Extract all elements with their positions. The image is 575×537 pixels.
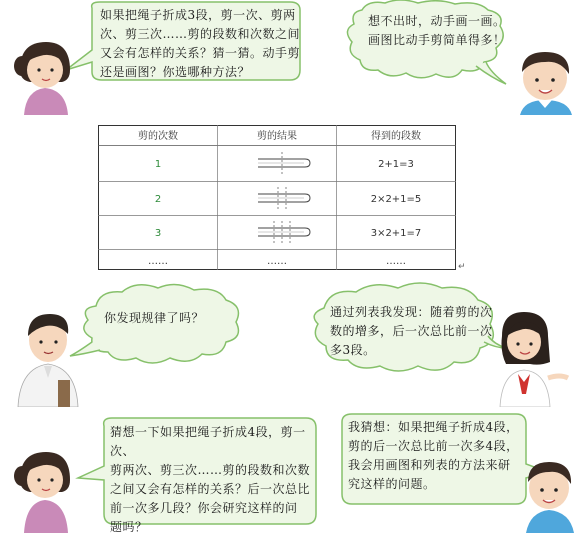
header-cut-result: 剪的结果 — [257, 131, 297, 142]
cut-result-table — [98, 125, 456, 270]
row4-result: …… — [386, 256, 406, 267]
girl-character-middle — [500, 312, 568, 407]
girl-discovery-text: 通过列表我发现：随着剪的次 数的增多，后一次总比前一次 多3段。 — [330, 305, 493, 357]
row1-result: 2+1=3 — [378, 159, 414, 170]
row4-shape: …… — [267, 256, 287, 267]
boy-character — [520, 52, 572, 115]
bottom-girl-question-text: 猜想一下如果把绳子折成4段，剪一次、 剪两次、剪三次……剪的段数和次数 之间又会有怎样的关系？后一次总比 前一次多几段？你会研究这样的问 题吗？ — [110, 425, 311, 534]
girl-question-text: 如果把绳子折成3段，剪一次、剪两 次、剪三次……剪的段数和次数之间 又会有怎样的关系？猜一猜。动手剪 还是画图？你选哪种方法？ — [100, 8, 301, 79]
row3-count: 3 — [154, 228, 162, 239]
bottom-boy-character — [526, 462, 574, 533]
row4-count: …… — [148, 256, 168, 267]
teacher-question-text: 你发现规律了吗？ — [104, 311, 205, 325]
row2-result: 2×2+1=5 — [370, 194, 422, 205]
row1-count: 1 — [154, 159, 162, 170]
bottom-girl-character — [14, 452, 70, 533]
girl-character — [14, 42, 70, 115]
row2-count: 2 — [154, 194, 162, 205]
header-segment-count: 得到的段数 — [371, 131, 421, 142]
paragraph-mark: ↵ — [458, 262, 466, 272]
teacher-character — [18, 314, 78, 407]
header-cut-count: 剪的次数 — [138, 131, 178, 142]
bottom-boy-guess-text: 我猜想：如果把绳子折成4段， 剪的后一次总比前一次多4段， 我会用画图和列表的方法来研 究这样的问题。 — [348, 420, 519, 491]
row3-result: 3×2+1=7 — [370, 228, 422, 239]
boy-hint-text: 想不出时，动手画一画。 画图比动手剪简单得多！ — [368, 14, 506, 47]
